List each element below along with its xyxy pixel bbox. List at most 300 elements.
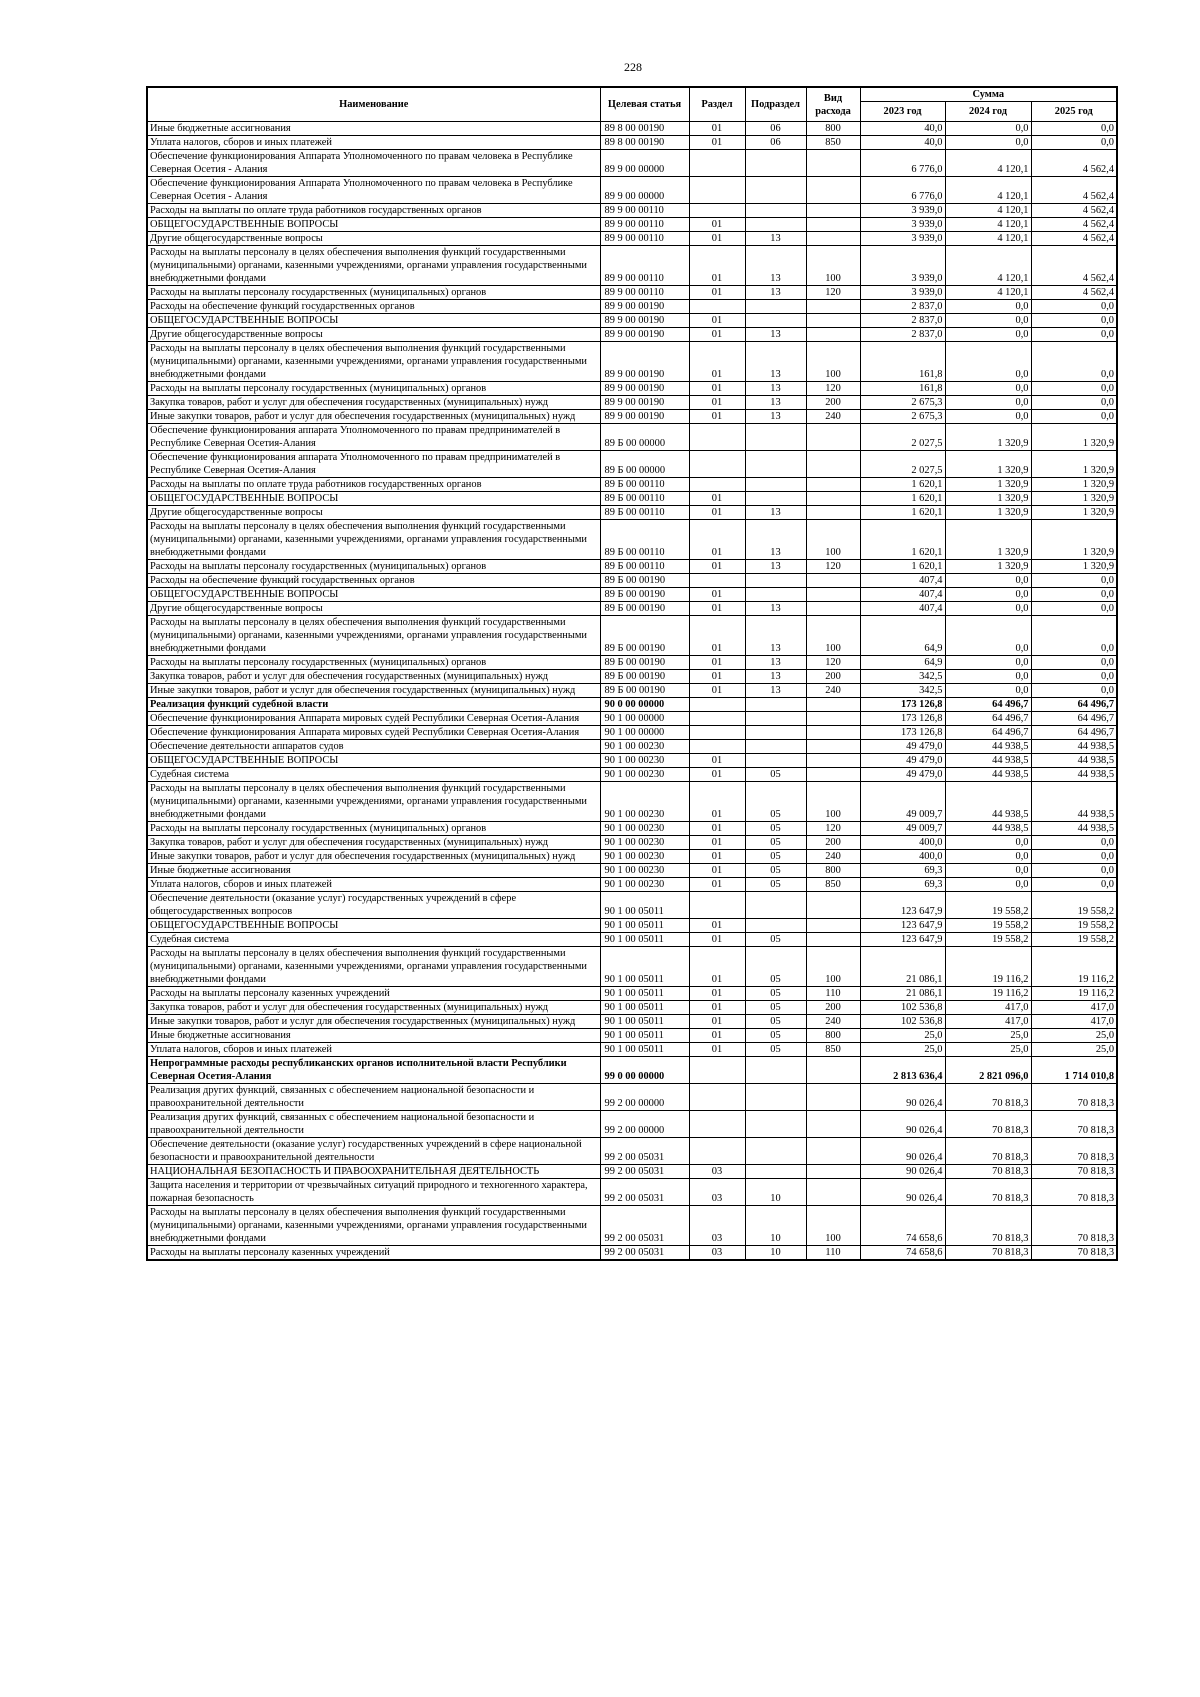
cell-2025: 19 558,2 [1031, 933, 1117, 947]
cell-name: Обеспечение деятельности (оказание услуг) государственных учреждений в сфере национальной безопасности и правоохранительной деятельности [147, 1138, 600, 1165]
cell-type: 850 [806, 1043, 860, 1057]
cell-type: 240 [806, 410, 860, 424]
cell-type [806, 1084, 860, 1111]
cell-section: 01 [689, 122, 745, 136]
cell-section: 01 [689, 1043, 745, 1057]
cell-name: Обеспечение функционирования Аппарата мировых судей Республики Северная Осетия-Алания [147, 712, 600, 726]
cell-2024: 4 120,1 [945, 232, 1031, 246]
cell-2024: 0,0 [945, 878, 1031, 892]
cell-target: 89 Б 00 00190 [600, 574, 689, 588]
header-section: Раздел [689, 87, 745, 122]
cell-2024: 0,0 [945, 616, 1031, 656]
cell-section [689, 740, 745, 754]
cell-2025: 0,0 [1031, 328, 1117, 342]
cell-subsection [745, 574, 806, 588]
cell-subsection: 05 [745, 768, 806, 782]
cell-target: 99 2 00 00000 [600, 1084, 689, 1111]
cell-2023: 1 620,1 [860, 520, 945, 560]
cell-2025: 0,0 [1031, 670, 1117, 684]
cell-target: 90 1 00 05011 [600, 947, 689, 987]
cell-subsection [745, 588, 806, 602]
cell-target: 89 9 00 00110 [600, 218, 689, 232]
cell-type: 100 [806, 520, 860, 560]
cell-name: Обеспечение деятельности (оказание услуг) государственных учреждений в сфере общегосударственных вопросов [147, 892, 600, 919]
cell-target: 89 9 00 00110 [600, 246, 689, 286]
cell-subsection: 05 [745, 987, 806, 1001]
cell-2025: 0,0 [1031, 342, 1117, 382]
cell-type [806, 424, 860, 451]
cell-section: 01 [689, 933, 745, 947]
cell-2025: 19 558,2 [1031, 892, 1117, 919]
cell-2023: 1 620,1 [860, 492, 945, 506]
cell-subsection [745, 1138, 806, 1165]
cell-2024: 417,0 [945, 1015, 1031, 1029]
cell-type [806, 698, 860, 712]
cell-2024: 19 116,2 [945, 987, 1031, 1001]
cell-subsection: 10 [745, 1246, 806, 1261]
cell-section: 01 [689, 782, 745, 822]
cell-name: Расходы на выплаты персоналу в целях обеспечения выполнения функций государственными (муниципальными) органами, казенными учреждениями, органами управления государственными внебюджетными фондами [147, 246, 600, 286]
table-row [147, 1043, 1117, 1057]
cell-name: ОБЩЕГОСУДАРСТВЕННЫЕ ВОПРОСЫ [147, 754, 600, 768]
cell-target: 90 1 00 00000 [600, 726, 689, 740]
cell-section [689, 1111, 745, 1138]
cell-subsection [745, 892, 806, 919]
cell-subsection: 13 [745, 560, 806, 574]
cell-2025: 70 818,3 [1031, 1084, 1117, 1111]
table-row [147, 1179, 1117, 1206]
cell-type: 800 [806, 864, 860, 878]
cell-2023: 123 647,9 [860, 892, 945, 919]
cell-type [806, 328, 860, 342]
cell-2024: 70 818,3 [945, 1111, 1031, 1138]
cell-type: 120 [806, 560, 860, 574]
cell-2025: 4 562,4 [1031, 218, 1117, 232]
cell-2025: 19 116,2 [1031, 987, 1117, 1001]
cell-type: 120 [806, 656, 860, 670]
cell-target: 90 1 00 00230 [600, 878, 689, 892]
cell-2023: 400,0 [860, 836, 945, 850]
cell-2025: 70 818,3 [1031, 1206, 1117, 1246]
cell-target: 89 Б 00 00110 [600, 492, 689, 506]
table-row [147, 177, 1117, 204]
cell-target: 90 1 00 00230 [600, 754, 689, 768]
table-row [147, 1029, 1117, 1043]
cell-name: Обеспечение деятельности аппаратов судов [147, 740, 600, 754]
cell-section [689, 1057, 745, 1084]
cell-2023: 49 009,7 [860, 782, 945, 822]
cell-name: Обеспечение функционирования аппарата Уполномоченного по правам предпринимателей в Республике Северная Осетия-Алания [147, 424, 600, 451]
cell-subsection [745, 1111, 806, 1138]
table-row [147, 1084, 1117, 1111]
cell-2024: 0,0 [945, 588, 1031, 602]
table-row [147, 698, 1117, 712]
cell-subsection: 05 [745, 782, 806, 822]
cell-2025: 70 818,3 [1031, 1246, 1117, 1261]
cell-2024: 4 120,1 [945, 218, 1031, 232]
cell-target: 99 2 00 05031 [600, 1165, 689, 1179]
header-sum: Сумма [860, 87, 1117, 102]
table-row [147, 1057, 1117, 1084]
cell-2024: 0,0 [945, 396, 1031, 410]
cell-2024: 44 938,5 [945, 740, 1031, 754]
cell-target: 90 1 00 05011 [600, 1043, 689, 1057]
cell-target: 89 9 00 00110 [600, 204, 689, 218]
cell-section: 01 [689, 822, 745, 836]
table-row [147, 300, 1117, 314]
cell-type [806, 712, 860, 726]
cell-2023: 2 675,3 [860, 410, 945, 424]
cell-target: 90 1 00 05011 [600, 1029, 689, 1043]
cell-type [806, 602, 860, 616]
cell-2025: 70 818,3 [1031, 1179, 1117, 1206]
header-2023: 2023 год [860, 102, 945, 122]
table-row [147, 656, 1117, 670]
cell-2025: 19 116,2 [1031, 947, 1117, 987]
cell-target: 90 1 00 00230 [600, 768, 689, 782]
cell-section: 01 [689, 560, 745, 574]
cell-2025: 64 496,7 [1031, 712, 1117, 726]
cell-section: 01 [689, 1029, 745, 1043]
cell-2024: 0,0 [945, 656, 1031, 670]
cell-2023: 173 126,8 [860, 712, 945, 726]
cell-name: Защита населения и территории от чрезвычайных ситуаций природного и техногенного характера, пожарная безопасность [147, 1179, 600, 1206]
cell-subsection: 13 [745, 520, 806, 560]
cell-section: 01 [689, 410, 745, 424]
cell-section: 01 [689, 850, 745, 864]
cell-2023: 21 086,1 [860, 987, 945, 1001]
cell-subsection [745, 712, 806, 726]
table-row [147, 822, 1117, 836]
cell-section: 01 [689, 328, 745, 342]
cell-name: Закупка товаров, работ и услуг для обеспечения государственных (муниципальных) нужд [147, 670, 600, 684]
cell-2025: 70 818,3 [1031, 1138, 1117, 1165]
cell-type [806, 1111, 860, 1138]
table-row [147, 506, 1117, 520]
cell-2023: 74 658,6 [860, 1246, 945, 1261]
cell-2023: 90 026,4 [860, 1084, 945, 1111]
cell-2025: 25,0 [1031, 1043, 1117, 1057]
cell-type: 110 [806, 1246, 860, 1261]
cell-subsection [745, 1084, 806, 1111]
cell-name: ОБЩЕГОСУДАРСТВЕННЫЕ ВОПРОСЫ [147, 492, 600, 506]
cell-subsection: 13 [745, 232, 806, 246]
cell-2025: 0,0 [1031, 300, 1117, 314]
cell-section [689, 478, 745, 492]
cell-target: 89 9 00 00110 [600, 286, 689, 300]
cell-target: 89 9 00 00190 [600, 314, 689, 328]
cell-2024: 1 320,9 [945, 492, 1031, 506]
cell-2024: 0,0 [945, 864, 1031, 878]
cell-section: 01 [689, 1015, 745, 1029]
cell-type [806, 1165, 860, 1179]
cell-2025: 0,0 [1031, 396, 1117, 410]
cell-type: 120 [806, 822, 860, 836]
cell-2023: 123 647,9 [860, 919, 945, 933]
table-row [147, 602, 1117, 616]
cell-name: Другие общегосударственные вопросы [147, 328, 600, 342]
cell-2023: 2 027,5 [860, 424, 945, 451]
table-row [147, 588, 1117, 602]
cell-2023: 2 675,3 [860, 396, 945, 410]
cell-section [689, 177, 745, 204]
table-row [147, 754, 1117, 768]
cell-subsection [745, 451, 806, 478]
table-row [147, 836, 1117, 850]
table-row [147, 712, 1117, 726]
cell-type [806, 754, 860, 768]
cell-2023: 6 776,0 [860, 177, 945, 204]
cell-subsection: 13 [745, 670, 806, 684]
cell-2023: 3 939,0 [860, 232, 945, 246]
cell-section: 01 [689, 754, 745, 768]
cell-name: Расходы на обеспечение функций государственных органов [147, 300, 600, 314]
cell-type [806, 740, 860, 754]
cell-2024: 25,0 [945, 1043, 1031, 1057]
cell-2024: 64 496,7 [945, 698, 1031, 712]
cell-target: 89 9 00 00000 [600, 177, 689, 204]
cell-section: 01 [689, 919, 745, 933]
cell-2023: 3 939,0 [860, 218, 945, 232]
cell-2025: 0,0 [1031, 684, 1117, 698]
table-row [147, 616, 1117, 656]
cell-type: 800 [806, 1029, 860, 1043]
cell-2025: 1 320,9 [1031, 492, 1117, 506]
cell-2023: 90 026,4 [860, 1179, 945, 1206]
cell-target: 89 9 00 00190 [600, 410, 689, 424]
cell-subsection [745, 218, 806, 232]
cell-subsection: 06 [745, 136, 806, 150]
cell-type [806, 451, 860, 478]
cell-2023: 102 536,8 [860, 1015, 945, 1029]
cell-subsection [745, 1057, 806, 1084]
cell-name: Закупка товаров, работ и услуг для обеспечения государственных (муниципальных) нужд [147, 396, 600, 410]
cell-2024: 1 320,9 [945, 560, 1031, 574]
cell-2024: 2 821 096,0 [945, 1057, 1031, 1084]
cell-section [689, 698, 745, 712]
cell-2024: 1 320,9 [945, 451, 1031, 478]
cell-2024: 1 320,9 [945, 520, 1031, 560]
cell-2024: 0,0 [945, 410, 1031, 424]
cell-target: 89 Б 00 00110 [600, 478, 689, 492]
cell-name: Реализация других функций, связанных с обеспечением национальной безопасности и правоохранительной деятельности [147, 1084, 600, 1111]
cell-name: Иные закупки товаров, работ и услуг для обеспечения государственных (муниципальных) нужд [147, 1015, 600, 1029]
cell-subsection: 05 [745, 1001, 806, 1015]
cell-2023: 1 620,1 [860, 478, 945, 492]
cell-2025: 4 562,4 [1031, 232, 1117, 246]
cell-section: 01 [689, 286, 745, 300]
table-row [147, 987, 1117, 1001]
table-row [147, 919, 1117, 933]
cell-subsection [745, 726, 806, 740]
cell-name: Расходы на выплаты персоналу в целях обеспечения выполнения функций государственными (муниципальными) органами, казенными учреждениями, органами управления государственными внебюджетными фондами [147, 520, 600, 560]
cell-target: 90 1 00 05011 [600, 892, 689, 919]
cell-target: 90 1 00 00000 [600, 712, 689, 726]
cell-type: 120 [806, 286, 860, 300]
table-row [147, 314, 1117, 328]
cell-subsection: 05 [745, 947, 806, 987]
cell-subsection: 05 [745, 1029, 806, 1043]
cell-2025: 1 320,9 [1031, 451, 1117, 478]
cell-type: 100 [806, 947, 860, 987]
cell-target: 89 Б 00 00000 [600, 424, 689, 451]
cell-2025: 0,0 [1031, 602, 1117, 616]
cell-target: 90 1 00 00230 [600, 740, 689, 754]
table-row [147, 1001, 1117, 1015]
table-row [147, 286, 1117, 300]
cell-2023: 49 009,7 [860, 822, 945, 836]
cell-2023: 3 939,0 [860, 204, 945, 218]
cell-subsection: 05 [745, 822, 806, 836]
cell-target: 89 Б 00 00190 [600, 616, 689, 656]
cell-2025: 0,0 [1031, 616, 1117, 656]
table-row [147, 204, 1117, 218]
cell-subsection: 13 [745, 342, 806, 382]
cell-2025: 0,0 [1031, 410, 1117, 424]
cell-2024: 19 558,2 [945, 919, 1031, 933]
cell-name: Расходы на выплаты персоналу государственных (муниципальных) органов [147, 822, 600, 836]
cell-2025: 1 714 010,8 [1031, 1057, 1117, 1084]
cell-2023: 2 837,0 [860, 314, 945, 328]
cell-section: 01 [689, 246, 745, 286]
cell-2023: 90 026,4 [860, 1111, 945, 1138]
cell-section: 01 [689, 136, 745, 150]
cell-subsection [745, 314, 806, 328]
header-2025: 2025 год [1031, 102, 1117, 122]
table-row [147, 740, 1117, 754]
header-name: Наименование [147, 87, 600, 122]
cell-2023: 2 837,0 [860, 300, 945, 314]
table-row [147, 1165, 1117, 1179]
cell-type [806, 314, 860, 328]
cell-subsection: 13 [745, 328, 806, 342]
cell-type: 240 [806, 850, 860, 864]
cell-2023: 49 479,0 [860, 768, 945, 782]
cell-type: 200 [806, 836, 860, 850]
cell-2025: 0,0 [1031, 382, 1117, 396]
cell-type: 100 [806, 246, 860, 286]
cell-section: 01 [689, 768, 745, 782]
header-subsection: Подраздел [745, 87, 806, 122]
cell-section: 01 [689, 314, 745, 328]
cell-name: Судебная система [147, 933, 600, 947]
cell-2023: 49 479,0 [860, 754, 945, 768]
cell-2024: 0,0 [945, 670, 1031, 684]
cell-2023: 173 126,8 [860, 698, 945, 712]
cell-target: 99 0 00 00000 [600, 1057, 689, 1084]
cell-2024: 0,0 [945, 328, 1031, 342]
cell-section: 01 [689, 232, 745, 246]
table-row [147, 424, 1117, 451]
cell-name: Обеспечение функционирования Аппарата мировых судей Республики Северная Осетия-Алания [147, 726, 600, 740]
cell-2025: 0,0 [1031, 574, 1117, 588]
cell-2025: 0,0 [1031, 850, 1117, 864]
cell-2023: 74 658,6 [860, 1206, 945, 1246]
cell-section: 01 [689, 864, 745, 878]
cell-type [806, 478, 860, 492]
cell-name: Другие общегосударственные вопросы [147, 232, 600, 246]
cell-target: 99 2 00 05031 [600, 1206, 689, 1246]
cell-subsection: 05 [745, 836, 806, 850]
cell-name: Закупка товаров, работ и услуг для обеспечения государственных (муниципальных) нужд [147, 1001, 600, 1015]
cell-subsection [745, 754, 806, 768]
cell-name: ОБЩЕГОСУДАРСТВЕННЫЕ ВОПРОСЫ [147, 314, 600, 328]
cell-subsection: 13 [745, 506, 806, 520]
cell-subsection: 05 [745, 933, 806, 947]
cell-type [806, 588, 860, 602]
cell-target: 89 9 00 00000 [600, 150, 689, 177]
cell-target: 89 9 00 00190 [600, 382, 689, 396]
cell-2024: 44 938,5 [945, 768, 1031, 782]
cell-target: 99 2 00 00000 [600, 1111, 689, 1138]
cell-name: Непрограммные расходы республиканских органов исполнительной власти Республики Северная Осетия-Алания [147, 1057, 600, 1084]
cell-2024: 1 320,9 [945, 506, 1031, 520]
cell-target: 90 1 00 05011 [600, 987, 689, 1001]
cell-name: ОБЩЕГОСУДАРСТВЕННЫЕ ВОПРОСЫ [147, 588, 600, 602]
table-row [147, 560, 1117, 574]
table-row [147, 684, 1117, 698]
cell-type [806, 177, 860, 204]
cell-target: 89 Б 00 00190 [600, 588, 689, 602]
cell-2023: 1 620,1 [860, 506, 945, 520]
cell-2024: 1 320,9 [945, 424, 1031, 451]
cell-subsection: 06 [745, 122, 806, 136]
cell-name: Расходы на выплаты персоналу в целях обеспечения выполнения функций государственными (муниципальными) органами, казенными учреждениями, органами управления государственными внебюджетными фондами [147, 616, 600, 656]
cell-2025: 25,0 [1031, 1029, 1117, 1043]
cell-subsection [745, 204, 806, 218]
cell-2023: 161,8 [860, 382, 945, 396]
table-row [147, 218, 1117, 232]
table-row [147, 410, 1117, 424]
cell-2024: 4 120,1 [945, 286, 1031, 300]
cell-2023: 173 126,8 [860, 726, 945, 740]
cell-2025: 4 562,4 [1031, 204, 1117, 218]
cell-target: 89 8 00 00190 [600, 122, 689, 136]
budget-table [146, 86, 1118, 1261]
cell-2023: 161,8 [860, 342, 945, 382]
cell-name: Уплата налогов, сборов и иных платежей [147, 878, 600, 892]
cell-section: 01 [689, 987, 745, 1001]
cell-2023: 400,0 [860, 850, 945, 864]
cell-type [806, 933, 860, 947]
cell-type: 200 [806, 670, 860, 684]
cell-name: Реализация функций судебной власти [147, 698, 600, 712]
table-row [147, 328, 1117, 342]
cell-subsection [745, 740, 806, 754]
cell-2024: 0,0 [945, 122, 1031, 136]
cell-2023: 407,4 [860, 588, 945, 602]
cell-type [806, 300, 860, 314]
cell-2024: 0,0 [945, 850, 1031, 864]
cell-2024: 19 558,2 [945, 933, 1031, 947]
table-row [147, 878, 1117, 892]
cell-target: 89 Б 00 00190 [600, 602, 689, 616]
cell-type [806, 726, 860, 740]
cell-section [689, 726, 745, 740]
cell-target: 89 Б 00 00190 [600, 656, 689, 670]
cell-2025: 44 938,5 [1031, 754, 1117, 768]
cell-type [806, 574, 860, 588]
cell-target: 90 0 00 00000 [600, 698, 689, 712]
cell-2025: 70 818,3 [1031, 1111, 1117, 1138]
cell-section: 01 [689, 656, 745, 670]
table-row [147, 1206, 1117, 1246]
cell-name: Иные бюджетные ассигнования [147, 122, 600, 136]
cell-target: 90 1 00 00230 [600, 864, 689, 878]
cell-name: ОБЩЕГОСУДАРСТВЕННЫЕ ВОПРОСЫ [147, 919, 600, 933]
cell-target: 89 9 00 00190 [600, 328, 689, 342]
cell-type: 240 [806, 684, 860, 698]
